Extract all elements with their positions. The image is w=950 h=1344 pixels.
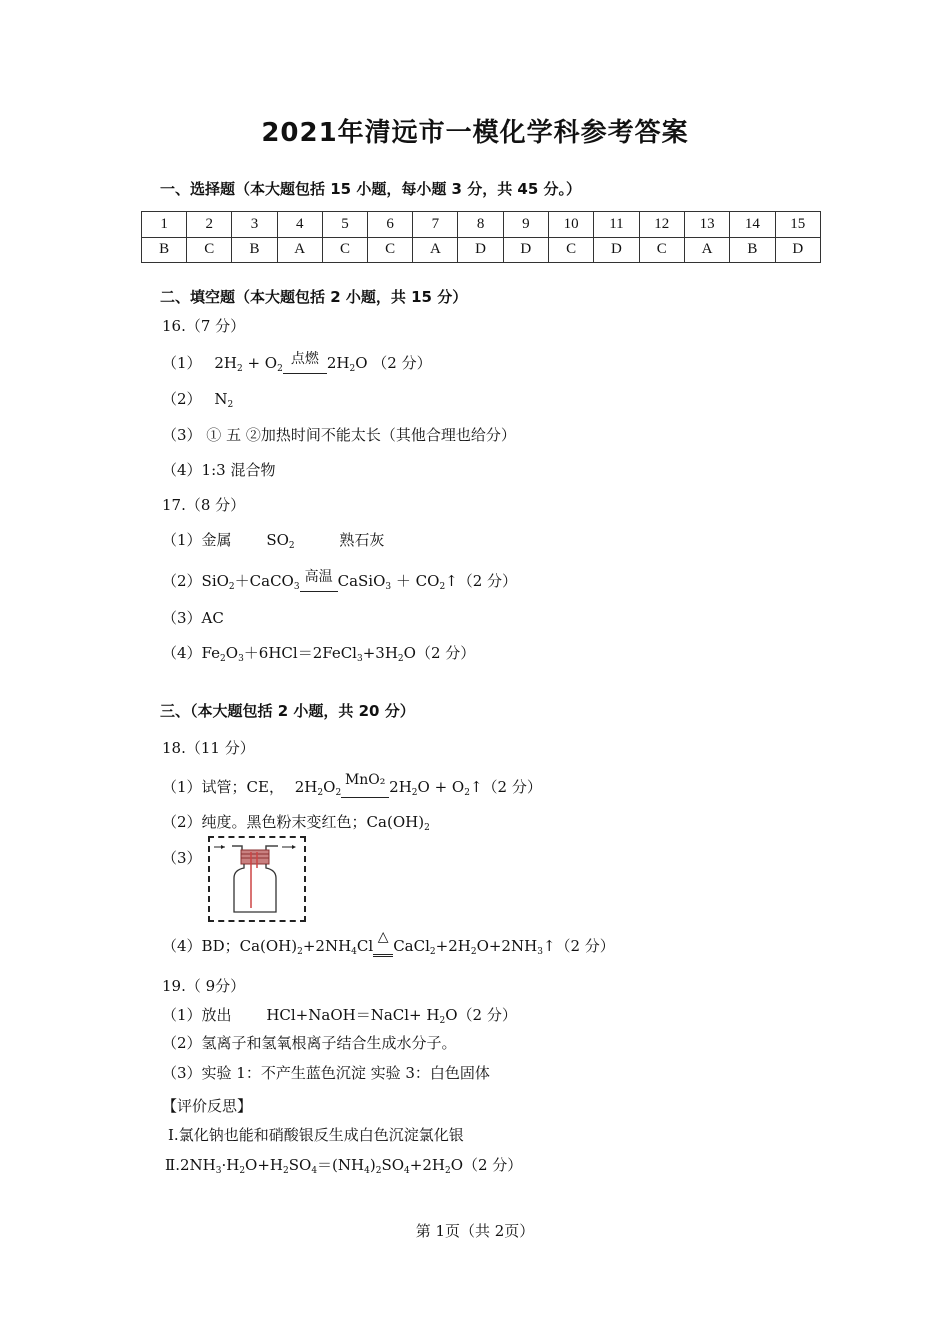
q17-line2: （2）SiO$_2$＋CaCO$_3$ 高温 CaSiO$_3$ ＋ $CO_2↑(2$ 分） xyxy=(162,569,518,592)
q17-line1-num: （1）金属 xyxy=(162,531,232,549)
q19-line3: （3）实验 1：不产生蓝色沉淀 实验 3：白色固体 xyxy=(162,1064,490,1082)
q16-line1-points: （2 分） xyxy=(372,354,432,372)
q16-header: 16.（7 分） xyxy=(162,317,246,335)
q17-line4-num: （4） xyxy=(162,644,202,662)
page-title: 2021年清远市一模化学科参考答案 xyxy=(261,118,689,148)
q18-line2: （2）纯度。黑色粉末变红色；$Ca(OH)_2$ xyxy=(162,813,430,833)
qnum-cell: 12 xyxy=(639,212,684,238)
qnum-cell: 10 xyxy=(548,212,593,238)
answer-cell: B xyxy=(730,237,775,263)
answer-cell: B xyxy=(232,237,277,263)
qnum-cell: 2 xyxy=(187,212,232,238)
reflection-line2-num: Ⅱ. xyxy=(165,1156,180,1174)
q17-line1-tail: 熟石灰 xyxy=(339,531,385,549)
reflection-line2: $Ⅱ.2NH_3\cdot H_2O+H_2SO_4=(NH_4)_2SO_4+2H_2O(2$ 分） xyxy=(165,1156,523,1176)
q18-line2-num: （2）纯度。黑色粉末变红色； xyxy=(162,813,367,831)
reaction-condition: 高温 xyxy=(300,582,338,592)
answer-cell: C xyxy=(322,237,367,263)
q18-line3: （3） xyxy=(162,849,202,867)
reflection-line1: Ⅰ.氯化钠也能和硝酸银反生成白色沉淀氯化银 xyxy=(168,1126,464,1144)
answer-cell: A xyxy=(684,237,729,263)
answer-cell: C xyxy=(368,237,413,263)
q17-line4-points: （2 分） xyxy=(415,644,476,662)
qnum-cell: 15 xyxy=(775,212,820,238)
section1-heading: 一、选择题（本大题包括 15 小题，每小题 3 分，共 45 分。） xyxy=(160,180,582,198)
q19-header: 19.（ 9分） xyxy=(162,977,246,995)
qnum-cell: 11 xyxy=(594,212,639,238)
q16-line2-num: （2） xyxy=(162,390,202,408)
q16-line4: （4）1:3 混合物 xyxy=(162,461,276,479)
question-number-row xyxy=(142,212,821,238)
qnum-cell: 4 xyxy=(277,212,322,238)
answer-cell: D xyxy=(458,237,503,263)
answer-cell: C xyxy=(548,237,593,263)
answer-cell: D xyxy=(775,237,820,263)
q18-line1-points: （2 分） xyxy=(482,778,542,796)
qnum-cell: 3 xyxy=(232,212,277,238)
page-footer: 第 1页（共 2页） xyxy=(415,1222,535,1240)
q19-line2: （2）氢离子和氢氧根离子结合生成水分子。 xyxy=(162,1034,457,1052)
q16-line2: （2） $N_2$ xyxy=(162,390,234,410)
answer-cell: D xyxy=(503,237,548,263)
gas-bottle-apparatus xyxy=(208,836,306,922)
reaction-condition: △ xyxy=(373,945,393,957)
q17-header: 17.（8 分） xyxy=(162,496,246,514)
qnum-cell: 8 xyxy=(458,212,503,238)
reflection-line2-points: （2 分） xyxy=(463,1156,523,1174)
qnum-cell: 9 xyxy=(503,212,548,238)
q16-line1-num: （1） xyxy=(162,354,202,372)
q18-line4-num: （4）BD； xyxy=(162,937,240,955)
q16-line1: （1） $2H_2 + O_2$ 点燃 $2H_2O$ （2 分） xyxy=(162,351,432,374)
answer-cell: B xyxy=(142,237,187,263)
q18-line1-num: （1）试管；CE， xyxy=(162,778,284,796)
answer-table xyxy=(141,211,821,263)
answer-cell: D xyxy=(594,237,639,263)
qnum-cell: 13 xyxy=(684,212,729,238)
q18-line4-points: （2 分） xyxy=(555,937,615,955)
qnum-cell: 7 xyxy=(413,212,458,238)
q19-line1-points: （2 分） xyxy=(457,1006,517,1024)
q17-line4: $(4)Fe_2O_3+6HCl=2FeCl_3+3H_2O(2$ 分） xyxy=(162,644,476,664)
answer-cell: A xyxy=(413,237,458,263)
answer-cell: A xyxy=(277,237,322,263)
section2-heading: 二、填空题（本大题包括 2 小题，共 15 分） xyxy=(160,288,468,306)
q17-line1: （1）金属 $SO_2$ 熟石灰 xyxy=(162,531,385,551)
qnum-cell: 1 xyxy=(142,212,187,238)
section3-heading: 三、（本大题包括 2 小题，共 20 分） xyxy=(160,702,415,720)
answer-row xyxy=(142,237,821,263)
reaction-condition: MnO₂ xyxy=(341,788,389,798)
qnum-cell: 14 xyxy=(730,212,775,238)
q17-line2-points: （2 分） xyxy=(457,572,518,590)
qnum-cell: 6 xyxy=(368,212,413,238)
answer-cell: C xyxy=(639,237,684,263)
reflection-heading: 【评价反思】 xyxy=(162,1097,253,1115)
q19-line1: （1）放出 HCl+NaOH＝NaCl+ $H_2O(2$ 分） xyxy=(162,1006,517,1026)
reaction-condition: 点燃 xyxy=(283,364,327,374)
q16-line3: （3） ① 五 ②加热时间不能太长（其他合理也给分） xyxy=(162,426,516,444)
q17-line3: （3）AC xyxy=(162,609,224,627)
q19-line1-num: （1）放出 xyxy=(162,1006,232,1024)
q18-line4: （4）BD；$Ca(OH)_2+2NH_4Cl$ △ $CaCl_2+2H_2O+2NH_3↑(2$ 分） xyxy=(162,929,615,957)
q18-line1: （1）试管；CE， $2H_2O_2$ MnO₂ $2H_2O$ + $O_2↑(2$ 分） xyxy=(162,772,542,798)
qnum-cell: 5 xyxy=(322,212,367,238)
answer-cell: C xyxy=(187,237,232,263)
q18-header: 18.（11 分） xyxy=(162,739,255,757)
gas-bottle-diagram xyxy=(210,838,304,920)
q17-line2-num: （2） xyxy=(162,572,202,590)
